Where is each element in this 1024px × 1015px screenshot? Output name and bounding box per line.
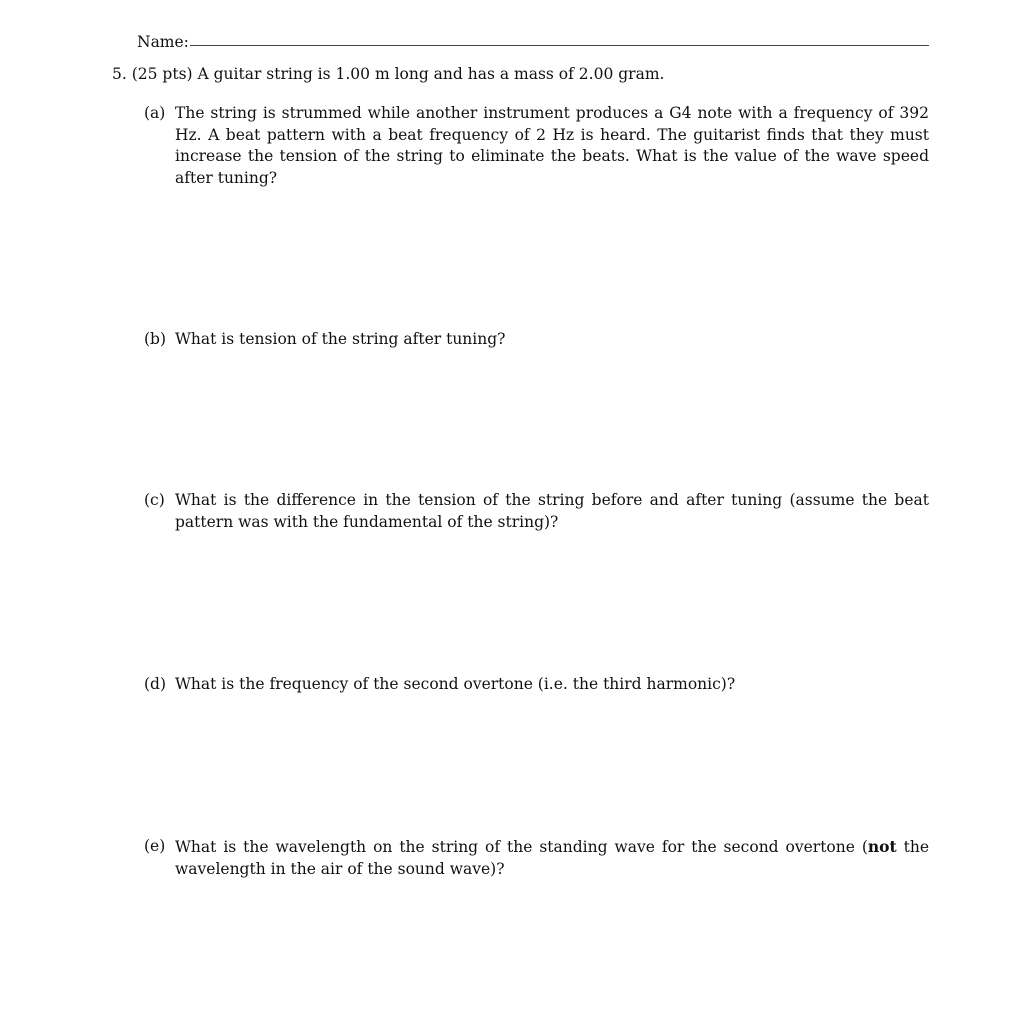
part-e-text-bold: not [867,837,897,856]
part-e-label: (e) [144,837,166,855]
part-d [144,674,929,696]
part-b [144,329,929,351]
part-b-label: (b) [144,330,167,348]
question-5-stem: 5. (25 pts) A guitar string is 1.00 m long and has a mass of 2.00 gram. [112,65,665,83]
name-label: Name: [137,33,189,51]
part-d-label: (d) [144,675,167,693]
part-b-text: What is tension of the string after tuning? [175,330,506,348]
part-e-text-before: What is the wavelength on the string of the standing wave for the second overtone ( [175,838,868,856]
name-row [137,29,929,51]
name-blank-line[interactable] [190,45,929,46]
part-e-text [175,836,929,880]
part-d-text: What is the frequency of the second overtone (i.e. the third harmonic)? [175,675,736,693]
part-a-label: (a) [144,104,166,122]
part-a-text: The string is strummed while another instrument produces a G4 note with a frequency of 392 Hz. A beat pattern with a beat frequency of 2 Hz is heard. The guitarist finds that they must increase the tension of the string to eliminate the beats. What is the value of the wave speed after tuning? [175,104,929,187]
part-a [144,103,929,189]
part-c [144,490,929,533]
part-e [144,836,929,880]
part-c-text: What is the difference in the tension of the string before and after tuning (assume the beat pattern was with the fundamental of the string)? [175,491,929,531]
part-e-text-after: the wavelength in the air of the sound wave)? [175,838,929,878]
part-c-label: (c) [144,491,165,509]
